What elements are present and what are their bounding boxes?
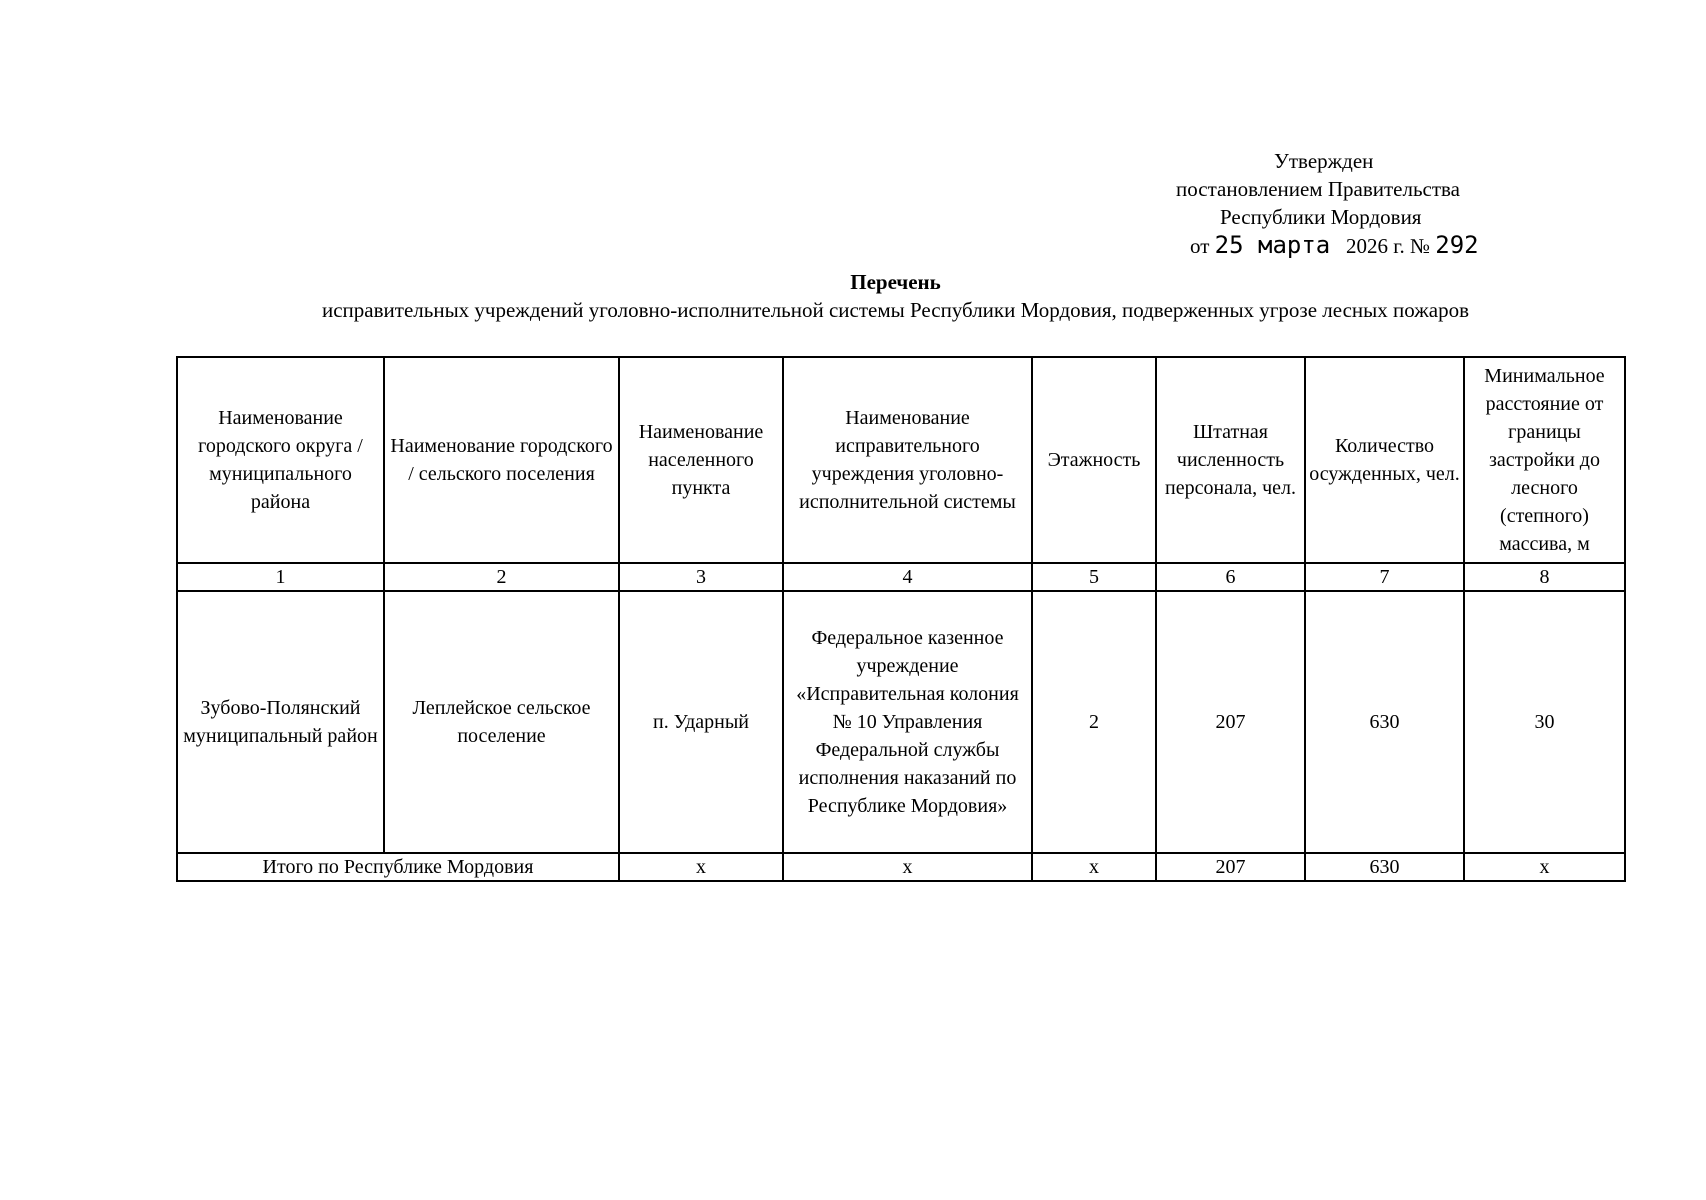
table-header-cell: Наименование исправительного учреждения уголовно-исполнительной системы [783, 357, 1032, 563]
column-number-row [177, 563, 1625, 591]
approval-date-line [1190, 231, 1479, 260]
document-title: Перечень [850, 270, 941, 294]
table-cell-floors: 2 [1032, 591, 1156, 853]
table-header-cell: Наименование городского округа / муниципального района [177, 357, 384, 563]
total-cell: х [783, 853, 1032, 881]
table-cell-locality: п. Ударный [619, 591, 783, 853]
table-header-cell: Наименование городского / сельского поселения [384, 357, 619, 563]
table-cell-settlement: Леплейское сельское поселение [384, 591, 619, 853]
table-header-row [177, 357, 1625, 563]
approval-line-2: Республики Мордовия [1220, 205, 1422, 229]
approval-line-1: постановлением Правительства [1176, 177, 1461, 201]
approval-date-year: 2026 г. № [1346, 234, 1431, 258]
column-number-cell: 5 [1032, 563, 1156, 591]
table-header-cell: Минимальное расстояние от границы застройки до лесного (степного) массива, м [1464, 357, 1625, 563]
table-cell-institution: Федеральное казенное учреждение «Исправительная колония № 10 Управления Федеральной службы исполнения наказаний по Республике Мордовия» [783, 591, 1032, 853]
column-number-cell: 4 [783, 563, 1032, 591]
approval-date-day-month: 25 марта [1214, 231, 1331, 259]
table-cell-convicts: 630 [1305, 591, 1464, 853]
table-cell-staff: 207 [1156, 591, 1305, 853]
column-number-cell: 8 [1464, 563, 1625, 591]
column-number-cell: 6 [1156, 563, 1305, 591]
institutions-table [176, 356, 1626, 882]
table-header-cell: Наименование населенного пункта [619, 357, 783, 563]
total-cell: х [1464, 853, 1625, 881]
total-cell: 630 [1305, 853, 1464, 881]
total-cell: х [1032, 853, 1156, 881]
column-number-cell: 2 [384, 563, 619, 591]
approval-date-prefix: от [1190, 234, 1210, 258]
document-subtitle: исправительных учреждений уголовно-исполнительной системы Республики Мордовия, подверженных угрозе лесных пожаров [322, 298, 1469, 322]
total-cell: 207 [1156, 853, 1305, 881]
table-row [177, 591, 1625, 853]
table-cell-distance: 30 [1464, 591, 1625, 853]
total-cell: х [619, 853, 783, 881]
table-header-cell: Этажность [1032, 357, 1156, 563]
table-cell-district: Зубово-Полянский муниципальный район [177, 591, 384, 853]
table-total-row [177, 853, 1625, 881]
table-header-cell: Штатная численность персонала, чел. [1156, 357, 1305, 563]
column-number-cell: 1 [177, 563, 384, 591]
column-number-cell: 3 [619, 563, 783, 591]
column-number-cell: 7 [1305, 563, 1464, 591]
approval-number: 292 [1435, 231, 1479, 259]
approval-title: Утвержден [1274, 149, 1374, 173]
table-header-cell: Количество осужденных, чел. [1305, 357, 1464, 563]
total-label-cell: Итого по Республике Мордовия [177, 853, 619, 881]
